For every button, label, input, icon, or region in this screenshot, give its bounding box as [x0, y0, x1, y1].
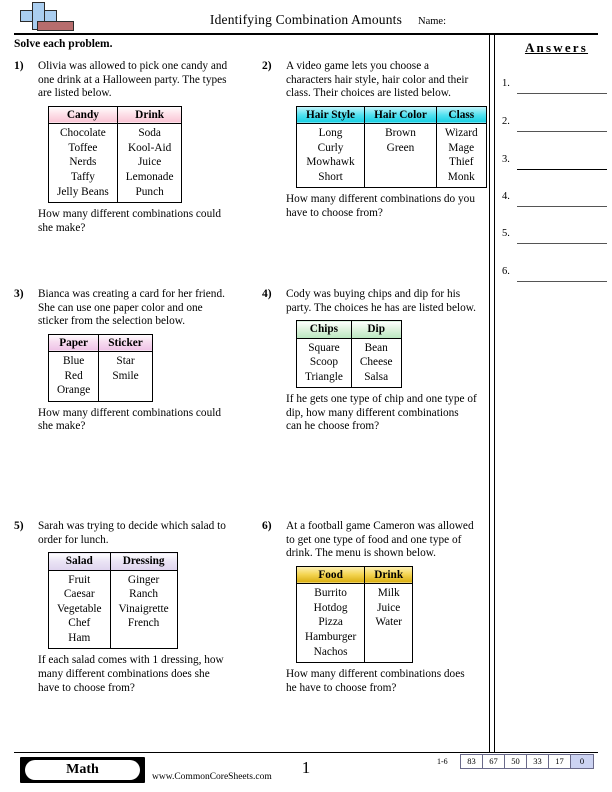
problem-body [286, 520, 477, 695]
answer-number: 4. [502, 191, 510, 202]
table-cell: Caesar [49, 588, 111, 603]
page-number: 1 [301, 758, 311, 777]
table-cell: Jelly Beans [49, 185, 118, 203]
problem-question: How many different combinations does he have to choose from? [286, 668, 465, 694]
table-row [49, 141, 182, 156]
instructions-text: Solve each problem. [14, 38, 113, 50]
table-row [297, 356, 402, 371]
table-cell: Green [365, 141, 437, 156]
answer-row-5[interactable] [502, 228, 610, 244]
table-cell: Taffy [49, 170, 118, 185]
problem-number: 2) [262, 60, 272, 72]
table-cell: Scoop [297, 356, 352, 371]
table-row [297, 124, 487, 142]
answer-number: 3. [502, 154, 510, 165]
table-cell: Short [297, 170, 365, 188]
table-cell: Ginger [127, 573, 160, 586]
choices-table [296, 106, 487, 189]
table-row [49, 185, 182, 203]
choices-table [48, 106, 182, 203]
table-cell: Kool-Aid [127, 141, 172, 154]
table-cell: Orange [49, 384, 99, 402]
score-range-label: 1-6 [437, 757, 448, 766]
table-cell: Red [49, 369, 99, 384]
column-header: Salad [49, 553, 111, 571]
column-header: Dip [351, 321, 401, 339]
table-cell: Chef [49, 617, 111, 632]
table-cell: Hamburger [297, 630, 365, 645]
name-label: Name: [418, 16, 446, 27]
table-cell: Juice [377, 601, 401, 614]
column-header: Sticker [99, 334, 153, 352]
problem-number: 6) [262, 520, 272, 532]
problem-question: If each salad comes with 1 dressing, how many different combinations does she have to choose from? [38, 654, 224, 694]
choices-table [296, 566, 413, 663]
table-row [49, 570, 178, 588]
table-cell: Wizard [444, 127, 478, 140]
table-row [49, 124, 182, 142]
score-box: 0 [571, 755, 593, 768]
table-row [297, 141, 487, 156]
problem-body [38, 60, 229, 235]
score-box: 50 [505, 755, 527, 768]
answer-row-1[interactable] [502, 78, 610, 94]
problem-number: 1) [14, 60, 24, 72]
column-header: Chips [297, 321, 352, 339]
table-cell: Toffee [49, 141, 118, 156]
table-cell: Fruit [49, 570, 111, 588]
column-header: Dressing [110, 553, 177, 571]
table-cell: Monk [447, 171, 475, 184]
problem-body [286, 288, 477, 434]
table-row [297, 170, 487, 188]
problem-number: 3) [14, 288, 24, 300]
choices-table [48, 334, 153, 402]
table-cell [110, 631, 177, 649]
column-header: Drink [365, 566, 413, 584]
table-cell: Ham [49, 631, 111, 649]
table-row [297, 630, 413, 645]
answer-row-6[interactable] [502, 266, 610, 282]
answers-divider-line-inner [494, 34, 495, 753]
table-cell [365, 156, 437, 171]
problem-prompt: Bianca was creating a card for her friend. She can use one paper color and one sticker from the selection below. [38, 288, 225, 328]
table-row [297, 338, 402, 356]
table-cell: Water [375, 616, 403, 629]
problem-question: How many different combinations could she make? [38, 406, 222, 433]
column-header: Hair Color [365, 106, 437, 124]
table-cell [365, 170, 437, 188]
table-row [49, 602, 178, 617]
answers-heading: Answers [524, 40, 589, 55]
table-cell: Square [297, 338, 352, 356]
table-row [49, 384, 153, 402]
problem-prompt: At a football game Cameron was allowed to get one type of food and one type of drink. The menu is shown below. [286, 520, 474, 560]
table-cell: Soda [138, 127, 161, 140]
table-cell: French [127, 617, 160, 630]
answer-blank-line[interactable] [517, 131, 607, 132]
table-cell: Mowhawk [297, 156, 365, 171]
table-row [297, 584, 413, 602]
answer-row-4[interactable] [502, 191, 610, 207]
table-cell: Lemonade [125, 171, 174, 184]
choices-table [296, 320, 402, 388]
problem-question: How many different combinations do you have to choose from? [286, 193, 475, 220]
problem-prompt: Olivia was allowed to pick one candy and one drink at a Halloween party. The types are listed below. [38, 60, 228, 100]
table-cell: Nerds [49, 156, 118, 171]
table-cell [365, 630, 413, 645]
choices-table [48, 552, 178, 649]
table-cell: Cheese [359, 356, 393, 369]
table-row [49, 617, 178, 632]
problem-question: How many different combinations could she make? [38, 208, 222, 234]
problem-prompt: Cody was buying chips and dip for his party. The choices he has are listed below. [286, 288, 476, 314]
table-cell: Smile [112, 369, 139, 382]
table-cell: Vinaigrette [118, 602, 169, 615]
answer-number: 2. [502, 116, 510, 127]
problem-6 [262, 520, 477, 695]
table-cell: Hotdog [297, 601, 365, 616]
column-header: Food [297, 566, 365, 584]
problem-body [38, 520, 229, 695]
table-row [297, 156, 487, 171]
answer-blank-line[interactable] [517, 243, 607, 244]
table-cell [99, 384, 153, 402]
table-cell: Bean [364, 341, 388, 354]
header-divider [14, 33, 598, 35]
answer-number: 1. [502, 78, 510, 89]
page-title: Identifying Combination Amounts [209, 12, 403, 27]
table-cell: Blue [49, 352, 99, 370]
table-row [49, 170, 182, 185]
table-cell: Nachos [297, 645, 365, 663]
answer-number: 6. [502, 266, 510, 277]
problem-prompt: A video game lets you choose a characters hair style, hair color and their class. Their choices are listed below. [286, 60, 469, 100]
table-row [49, 156, 182, 171]
table-cell: Chocolate [49, 124, 118, 142]
table-cell: Vegetable [49, 602, 111, 617]
answer-row-3[interactable] [502, 154, 610, 170]
table-cell: Triangle [297, 370, 352, 388]
table-row [297, 601, 413, 616]
problem-1 [14, 60, 229, 235]
table-cell: Punch [135, 185, 164, 198]
score-box: 33 [527, 755, 549, 768]
answers-divider-line-outer [489, 34, 490, 753]
answer-blank-line[interactable] [517, 206, 607, 207]
problem-prompt: Sarah was trying to decide which salad to order for lunch. [38, 520, 226, 546]
problem-5 [14, 520, 229, 695]
table-cell: Mage [448, 141, 475, 154]
table-row [297, 370, 402, 388]
problem-body [38, 288, 229, 434]
problem-question: If he gets one type of chip and one type of dip, how many different combinations can he choose from? [286, 393, 477, 433]
table-row [49, 352, 153, 370]
answer-blank-line[interactable] [517, 169, 607, 170]
table-row [297, 645, 413, 663]
problem-3 [14, 288, 229, 434]
problem-2 [262, 60, 477, 221]
column-header: Paper [49, 334, 99, 352]
answer-number: 5. [502, 228, 510, 239]
problem-body [286, 60, 477, 221]
score-box: 67 [483, 755, 505, 768]
answer-blank-line[interactable] [517, 281, 607, 282]
site-url: www.CommonCoreSheets.com [152, 772, 272, 782]
score-box: 83 [461, 755, 483, 768]
answer-blank-line[interactable] [517, 93, 607, 94]
table-row [49, 369, 153, 384]
subject-label: Math [66, 762, 99, 777]
column-header: Drink [117, 106, 182, 124]
column-header: Class [436, 106, 486, 124]
table-cell [365, 645, 413, 663]
column-header: Hair Style [297, 106, 365, 124]
table-cell: Curly [297, 141, 365, 156]
answers-panel [497, 36, 612, 277]
score-scale [460, 754, 594, 769]
table-cell: Star [116, 355, 135, 368]
answer-row-2[interactable] [502, 116, 610, 132]
table-cell: Burrito [297, 584, 365, 602]
problem-4 [262, 288, 477, 434]
table-cell: Pizza [297, 616, 365, 631]
table-cell: Salsa [364, 370, 389, 383]
table-row [49, 631, 178, 649]
table-cell: Thief [449, 156, 474, 169]
column-header: Candy [49, 106, 118, 124]
table-cell: Milk [377, 587, 400, 600]
table-row [297, 616, 413, 631]
table-cell: Ranch [129, 588, 159, 601]
score-box: 17 [549, 755, 571, 768]
table-cell: Brown [365, 124, 437, 142]
problems-area [14, 60, 482, 740]
problem-number: 4) [262, 288, 272, 300]
table-cell: Long [297, 124, 365, 142]
table-cell: Juice [138, 156, 162, 169]
table-row [49, 588, 178, 603]
page-header [0, 0, 612, 34]
problem-number: 5) [14, 520, 24, 532]
